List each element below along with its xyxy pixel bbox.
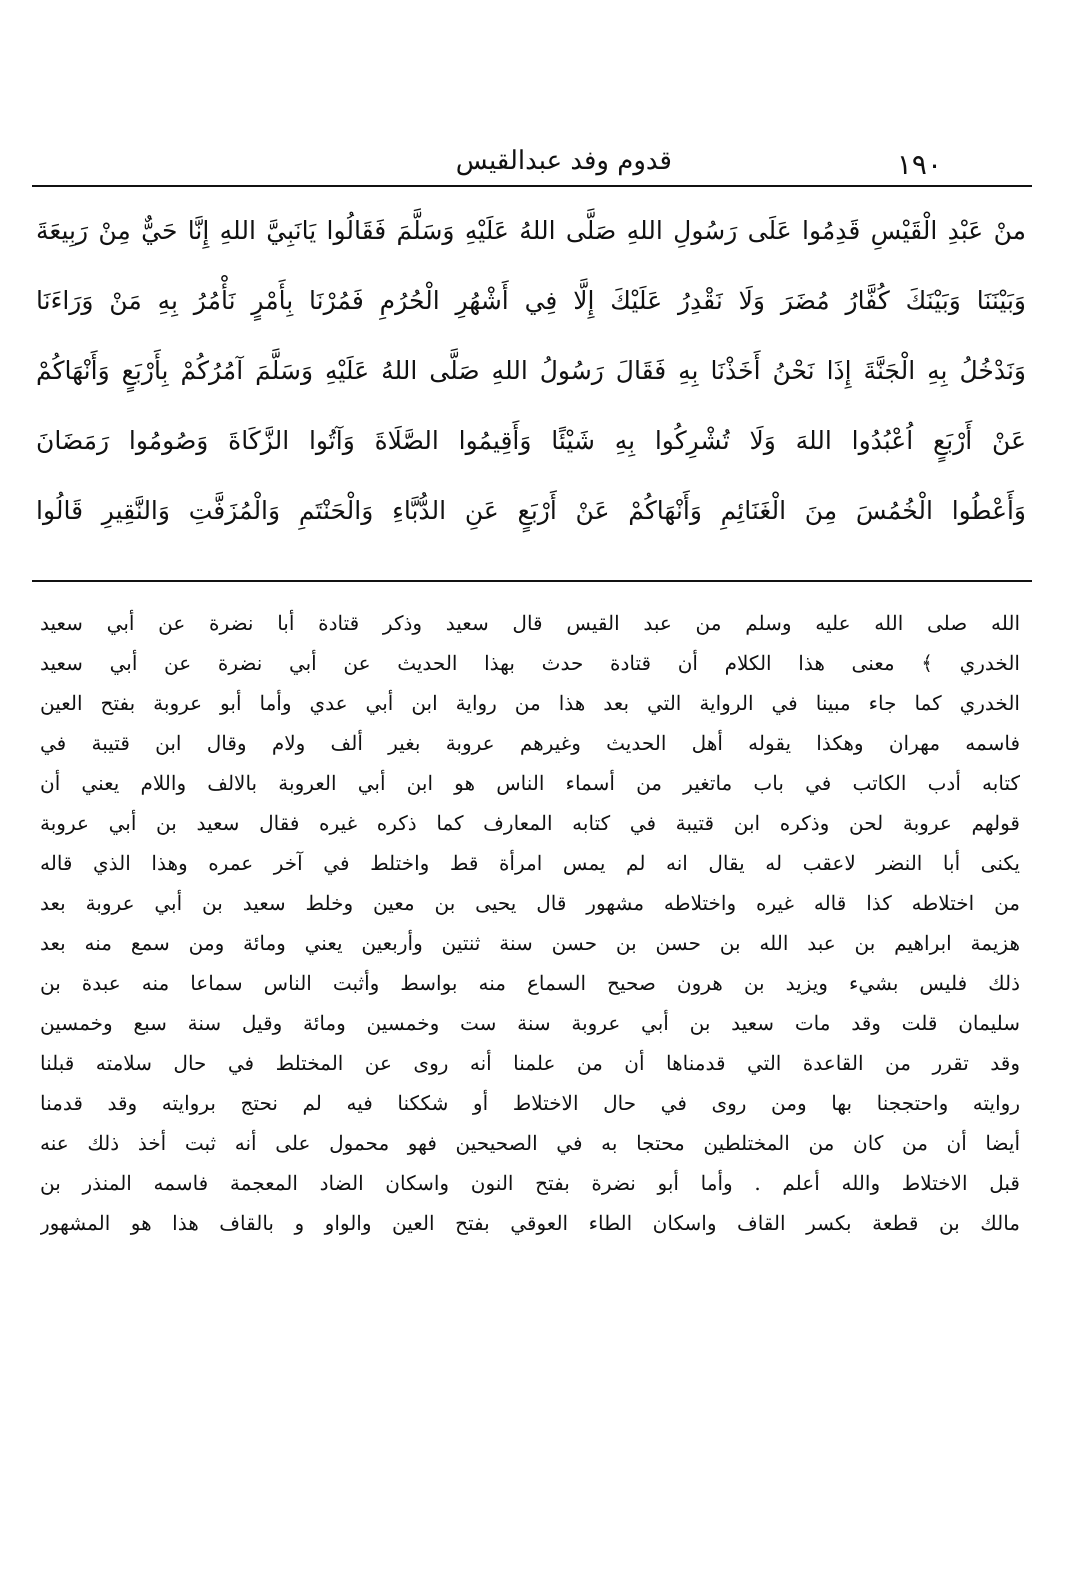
header-rule <box>32 185 1032 187</box>
page-number: ١٩٠ <box>896 148 942 181</box>
commentary-line: الخدري ﴾ معنى هذا الكلام أن قتادة حدث بهذا الحديث عن أبي نضرة عن أبي سعيد <box>40 651 1020 675</box>
hadith-line: منْ عَبْدِ الْقَيْسِ قَدِمُوا عَلَى رَسُولِ اللهِ صَلَّى اللهُ عَلَيْهِ وَسَلَّمَ فَقَالُوا يَانَبِيَّ اللهِ إِنَّا حَيٌّ مِنْ رَبِيعَةَ <box>36 216 1026 245</box>
hadith-line: وَنَدْخُلُ بِهِ الْجَنَّةَ إِذَا نَحْنُ أَخَذْنَا بِهِ فَقَالَ رَسُولُ اللهِ صَلَّى اللهُ عَلَيْهِ وَسَلَّمَ آمُرُكُمْ بِأَرْبَعٍ وَأَنْهَاكُمْ <box>36 356 1026 385</box>
running-title: قدوم وفد عبدالقيس <box>455 146 672 176</box>
page-header <box>32 140 1032 184</box>
commentary-line: كتابه أدب الكاتب في باب ماتغير من أسماء الناس هو ابن أبي العروبة بالالف واللام يعني أن <box>40 771 1020 795</box>
commentary-line: أيضا أن من كان من المختلطين محتجا به في الصحيحين فهو محمول على أنه ثبت أخذ ذلك عنه <box>40 1131 1020 1155</box>
commentary-line: الله صلى الله عليه وسلم من عبد القيس قال سعيد وذكر قتادة أبا نضرة عن أبي سعيد <box>40 611 1020 635</box>
commentary-line: من اختلاطه كذا قاله غيره واختلاطه مشهور قال يحيى بن معين وخلط سعيد بن أبي عروبة بعد <box>40 891 1020 915</box>
commentary-line: قبل الاختلاط والله أعلم . وأما أبو نضرة بفتح النون واسكان الضاد المعجمة فاسمه المنذر بن <box>40 1171 1020 1195</box>
commentary-line: وقد تقرر من القاعدة التي قدمناها أن من علمنا أنه روى عن المختلط في حال سلامته قبلنا <box>40 1051 1020 1075</box>
commentary-line: الخدري كما جاء مبينا في الرواية التي بعد هذا من رواية ابن أبي عدي وأما أبو عروبة بفتح العين <box>40 691 1020 715</box>
commentary-line: هزيمة ابراهيم بن عبد الله بن حسن بن حسن سنة ثنتين وأربعين يعني ومائة ومن سمع منه بعد <box>40 931 1020 955</box>
commentary-line: ذلك فليس بشيء ويزيد بن هرون صحيح السماع منه بواسط وأثبت الناس سماعا منه عبدة بن <box>40 971 1020 995</box>
commentary-line: مالك بن قطعة بكسر القاف واسكان الطاء العوقي بفتح العين والواو و بالقاف هذا هو المشهور <box>40 1211 1020 1235</box>
hadith-line: وَأَعْطُوا الْخُمُسَ مِنَ الْغَنَائِمِ وَأَنْهَاكُمْ عَنْ أَرْبَعٍ عَنِ الدُّبَّاءِ وَالْحَنْتَمِ وَالْمُزَفَّتِ وَالنَّقِيرِ قَالُوا <box>36 496 1026 525</box>
commentary-line: فاسمه مهران وهكذا يقوله أهل الحديث وغيرهم عروبة بغير ألف ولام وقال ابن قتيبة في <box>40 731 1020 755</box>
hadith-line: وَبَيْنَنَا وَبَيْنَكَ كُفَّارُ مُضَرَ وَلَا نَقْدِرُ عَلَيْكَ إِلَّا فِي أَشْهُرِ الْحُرُمِ فَمُرْنَا بِأَمْرٍ نَأْمُرُ بِهِ مَنْ وَرَاءَنَا <box>36 286 1026 315</box>
commentary-line: روايته واحتججنا بها ومن روى في حال الاختلاط أو شككنا فيه لم نحتج بروايته وقد قدمنا <box>40 1091 1020 1115</box>
commentary-text-block <box>40 603 1020 1243</box>
hadith-text-block <box>36 196 1026 546</box>
commentary-line: قولهم عروبة لحن وذكره ابن قتيبة في كتابه المعارف كما ذكره غيره فقال سعيد بن أبي عروبة <box>40 811 1020 835</box>
hadith-line: عَنْ أَرْبَعٍ اُعْبُدُوا اللهَ وَلَا تُشْرِكُوا بِهِ شَيْئًا وَأَقِيمُوا الصَّلَاةَ وَآتُوا الزَّكَاةَ وَصُومُوا رَمَضَانَ <box>36 426 1026 455</box>
commentary-line: سليمان قلت وقد مات سعيد بن أبي عروبة سنة ست وخمسين ومائة وقيل سنة سبع وخمسين <box>40 1011 1020 1035</box>
commentary-line: يكنى أبا النضر لاعقب له يقال انه لم يمس امرأة قط واختلط في آخر عمره وهذا الذي قاله <box>40 851 1020 875</box>
section-divider-rule <box>32 580 1032 582</box>
